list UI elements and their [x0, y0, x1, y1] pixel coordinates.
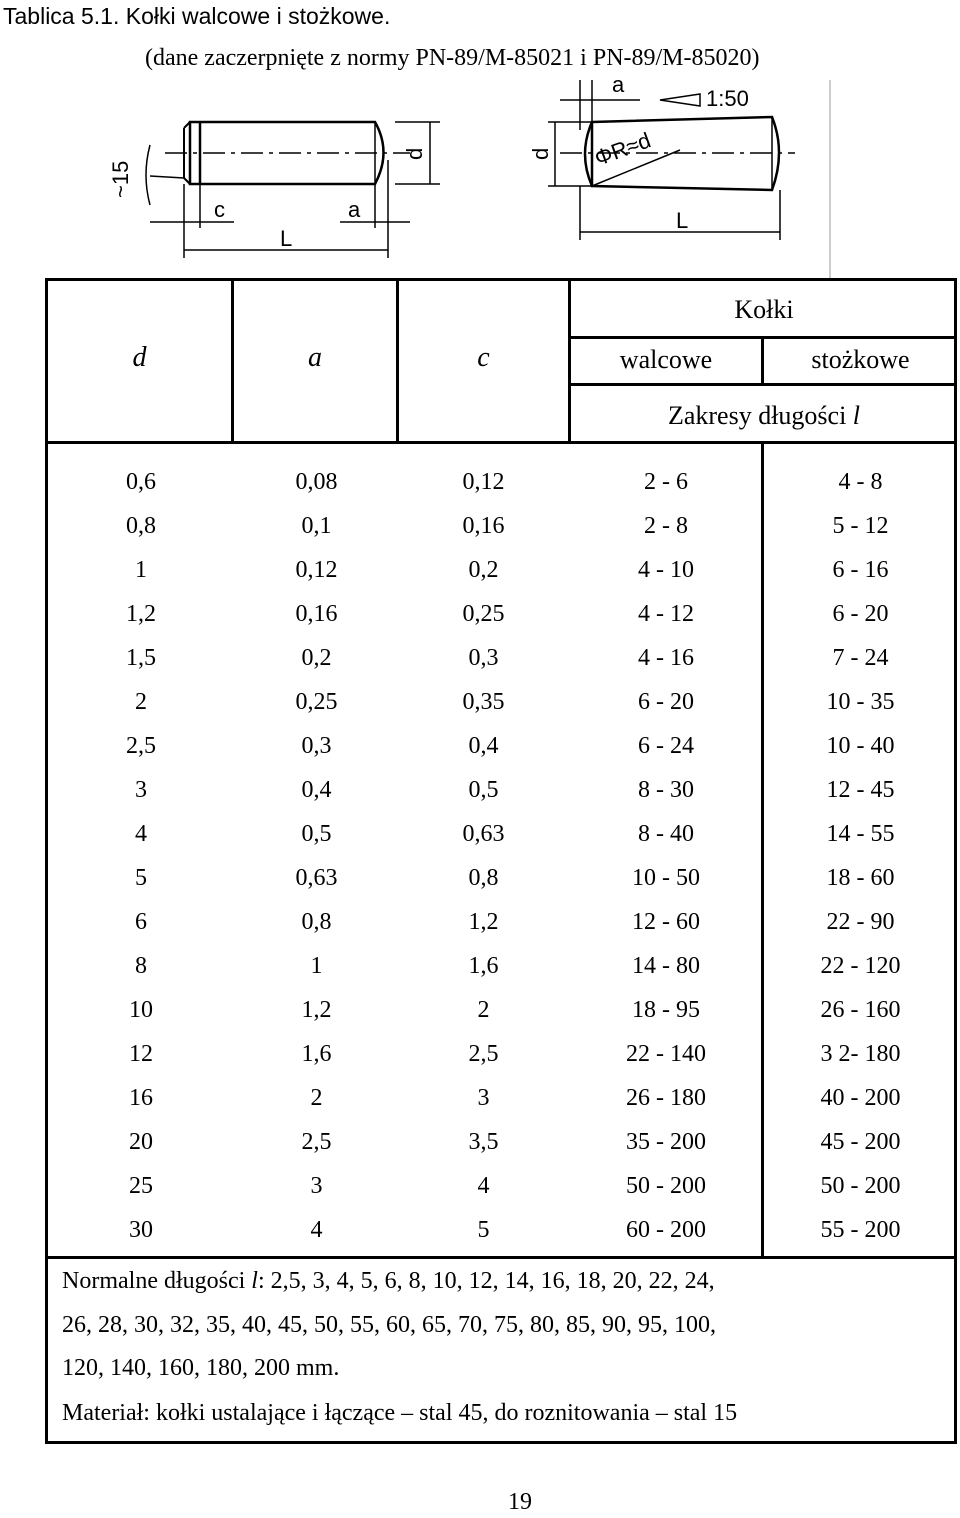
cell-c: 5 [477, 1217, 490, 1243]
cell-a: 0,08 [295, 469, 338, 495]
header-zakresy-text: Zakresy długości [667, 401, 853, 430]
cell-walcowe: 2 - 8 [644, 513, 688, 539]
angle-label: ~15 [108, 160, 133, 198]
cell-stozkowe: 6 - 16 [832, 557, 889, 583]
cell-a: 0,1 [301, 513, 332, 539]
header-walcowe: walcowe [619, 345, 713, 374]
cell-a: 0,5 [301, 821, 332, 847]
cell-d: 1 [135, 557, 147, 583]
row-divider [48, 441, 957, 444]
cell-a: 0,63 [295, 865, 338, 891]
page-subtitle: (dane zaczerpnięte z normy PN-89/M-85021 i PN-89/M-85020) [145, 45, 760, 71]
cell-stozkowe: 3 2- 180 [820, 1041, 901, 1067]
cell-d: 12 [129, 1041, 153, 1067]
header-stozkowe: stożkowe [811, 345, 910, 374]
cell-stozkowe: 55 - 200 [820, 1217, 901, 1243]
cell-a: 1 [310, 953, 323, 979]
row-divider [568, 336, 957, 339]
cell-d: 25 [129, 1173, 153, 1199]
c-label: c [214, 197, 225, 222]
cell-a: 1,2 [301, 997, 332, 1023]
cell-a: 0,8 [301, 909, 332, 935]
cell-a: 0,25 [295, 689, 338, 715]
cell-a: 2 [310, 1085, 323, 1111]
cell-c: 0,3 [468, 645, 499, 671]
header-kolki: Kołki [734, 295, 794, 324]
cell-d: 5 [135, 865, 147, 891]
cell-c: 0,35 [462, 689, 505, 715]
cell-a: 0,3 [301, 733, 332, 759]
cell-c: 0,63 [462, 821, 505, 847]
a-label: a [348, 197, 361, 222]
header-d: d [132, 342, 147, 373]
notes-line-1-prefix: Normalne długości [62, 1268, 252, 1294]
cell-d: 6 [135, 909, 147, 935]
cell-d: 20 [129, 1129, 153, 1155]
cell-stozkowe: 5 - 12 [832, 513, 889, 539]
cell-stozkowe: 12 - 45 [826, 777, 895, 803]
cell-stozkowe: 26 - 160 [820, 997, 901, 1023]
cell-walcowe: 26 - 180 [626, 1085, 706, 1111]
cell-d: 1,5 [126, 645, 156, 671]
cell-walcowe: 10 - 50 [632, 865, 700, 891]
cell-c: 0,25 [462, 601, 505, 627]
cell-stozkowe: 45 - 200 [820, 1129, 901, 1155]
cell-stozkowe: 4 - 8 [838, 469, 883, 495]
cell-d: 2,5 [126, 733, 156, 759]
cell-c: 4 [477, 1173, 490, 1199]
cell-walcowe: 50 - 200 [626, 1173, 706, 1199]
cell-walcowe: 4 - 10 [638, 557, 694, 583]
cell-walcowe: 4 - 12 [638, 601, 694, 627]
cell-walcowe: 6 - 20 [638, 689, 694, 715]
cell-walcowe: 35 - 200 [626, 1129, 706, 1155]
cell-c: 2 [477, 997, 490, 1023]
cell-stozkowe: 18 - 60 [826, 865, 895, 891]
cell-d: 10 [129, 997, 153, 1023]
cell-d: 1,2 [126, 601, 156, 627]
cylindrical-pin-labels [108, 148, 427, 251]
notes-line-1-rest: : 2,5, 3, 4, 5, 6, 8, 10, 12, 14, 16, 18, 20, 22, 24, [257, 1268, 715, 1294]
notes-line-1 [62, 1266, 715, 1296]
cell-d: 4 [135, 821, 147, 847]
cell-walcowe: 18 - 95 [632, 997, 700, 1023]
notes-line-4: Materiał: kołki ustalające i łączące – stal 45, do roznitowania – stal 15 [62, 1400, 738, 1426]
cell-stozkowe: 6 - 20 [832, 601, 889, 627]
cell-walcowe: 12 - 60 [632, 909, 700, 935]
l-label: L [676, 208, 689, 233]
d-label: d [528, 147, 553, 160]
cell-c: 3,5 [468, 1129, 499, 1155]
cell-stozkowe: 22 - 90 [826, 909, 895, 935]
radius-label: ΦR≈d [591, 127, 654, 171]
cell-a: 0,2 [301, 645, 332, 671]
header-c: c [477, 342, 490, 373]
cell-a: 3 [310, 1173, 323, 1199]
page-title: Tablica 5.1. Kołki walcowe i stożkowe. [3, 3, 391, 29]
pin-dimensions-table [45, 278, 957, 1444]
cell-c: 2,5 [468, 1041, 499, 1067]
l-label: L [280, 226, 293, 251]
cylindrical-pin-drawing [146, 122, 440, 258]
cell-walcowe: 4 - 16 [638, 645, 694, 671]
cell-c: 0,4 [468, 733, 499, 759]
notes-line-3: 120, 140, 160, 180, 200 mm. [62, 1355, 340, 1381]
page-number: 19 [508, 1489, 532, 1515]
d-label: d [402, 147, 427, 160]
cell-d: 0,6 [126, 469, 156, 495]
header-a: a [308, 342, 322, 373]
cell-walcowe: 22 - 140 [626, 1041, 706, 1067]
cell-c: 0,12 [462, 469, 505, 495]
cell-d: 2 [135, 689, 147, 715]
cell-c: 3 [477, 1085, 490, 1111]
cell-walcowe: 14 - 80 [632, 953, 700, 979]
a-label: a [612, 72, 625, 97]
cell-walcowe: 6 - 24 [638, 733, 694, 759]
cell-d: 16 [129, 1085, 153, 1111]
cell-stozkowe: 50 - 200 [820, 1173, 901, 1199]
cell-stozkowe: 10 - 40 [826, 733, 895, 759]
notes-line-2: 26, 28, 30, 32, 35, 40, 45, 50, 55, 60, 65, 70, 75, 80, 85, 90, 95, 100, [62, 1312, 716, 1338]
cell-walcowe: 60 - 200 [626, 1217, 706, 1243]
cell-d: 30 [129, 1217, 153, 1243]
cell-c: 0,2 [468, 557, 499, 583]
taper-pin-drawing [548, 80, 830, 278]
header-zakresy [571, 401, 957, 431]
cell-c: 1,2 [468, 909, 499, 935]
header-zakresy-var: l [852, 401, 861, 430]
row-divider [568, 383, 957, 386]
pin-drawings [0, 70, 960, 280]
cell-walcowe: 8 - 30 [638, 777, 694, 803]
cell-stozkowe: 10 - 35 [826, 689, 895, 715]
cell-c: 0,16 [462, 513, 505, 539]
cell-c: 0,8 [468, 865, 499, 891]
cell-c: 0,5 [468, 777, 499, 803]
taper-label: 1:50 [706, 86, 749, 111]
cell-stozkowe: 40 - 200 [820, 1085, 901, 1111]
cell-a: 0,16 [295, 601, 338, 627]
cell-a: 1,6 [301, 1041, 332, 1067]
cell-stozkowe: 14 - 55 [826, 821, 895, 847]
cell-stozkowe: 22 - 120 [820, 953, 901, 979]
cell-a: 2,5 [301, 1129, 332, 1155]
cell-d: 8 [135, 953, 147, 979]
row-divider [48, 1256, 957, 1259]
cell-walcowe: 2 - 6 [644, 469, 688, 495]
notes-line-1-var: l [251, 1268, 258, 1294]
cell-d: 0,8 [126, 513, 156, 539]
cell-c: 1,6 [468, 953, 499, 979]
cell-a: 0,12 [295, 557, 338, 583]
cell-stozkowe: 7 - 24 [832, 645, 889, 671]
cell-walcowe: 8 - 40 [638, 821, 694, 847]
cell-d: 3 [135, 777, 147, 803]
cell-a: 4 [310, 1217, 323, 1243]
cell-a: 0,4 [301, 777, 332, 803]
